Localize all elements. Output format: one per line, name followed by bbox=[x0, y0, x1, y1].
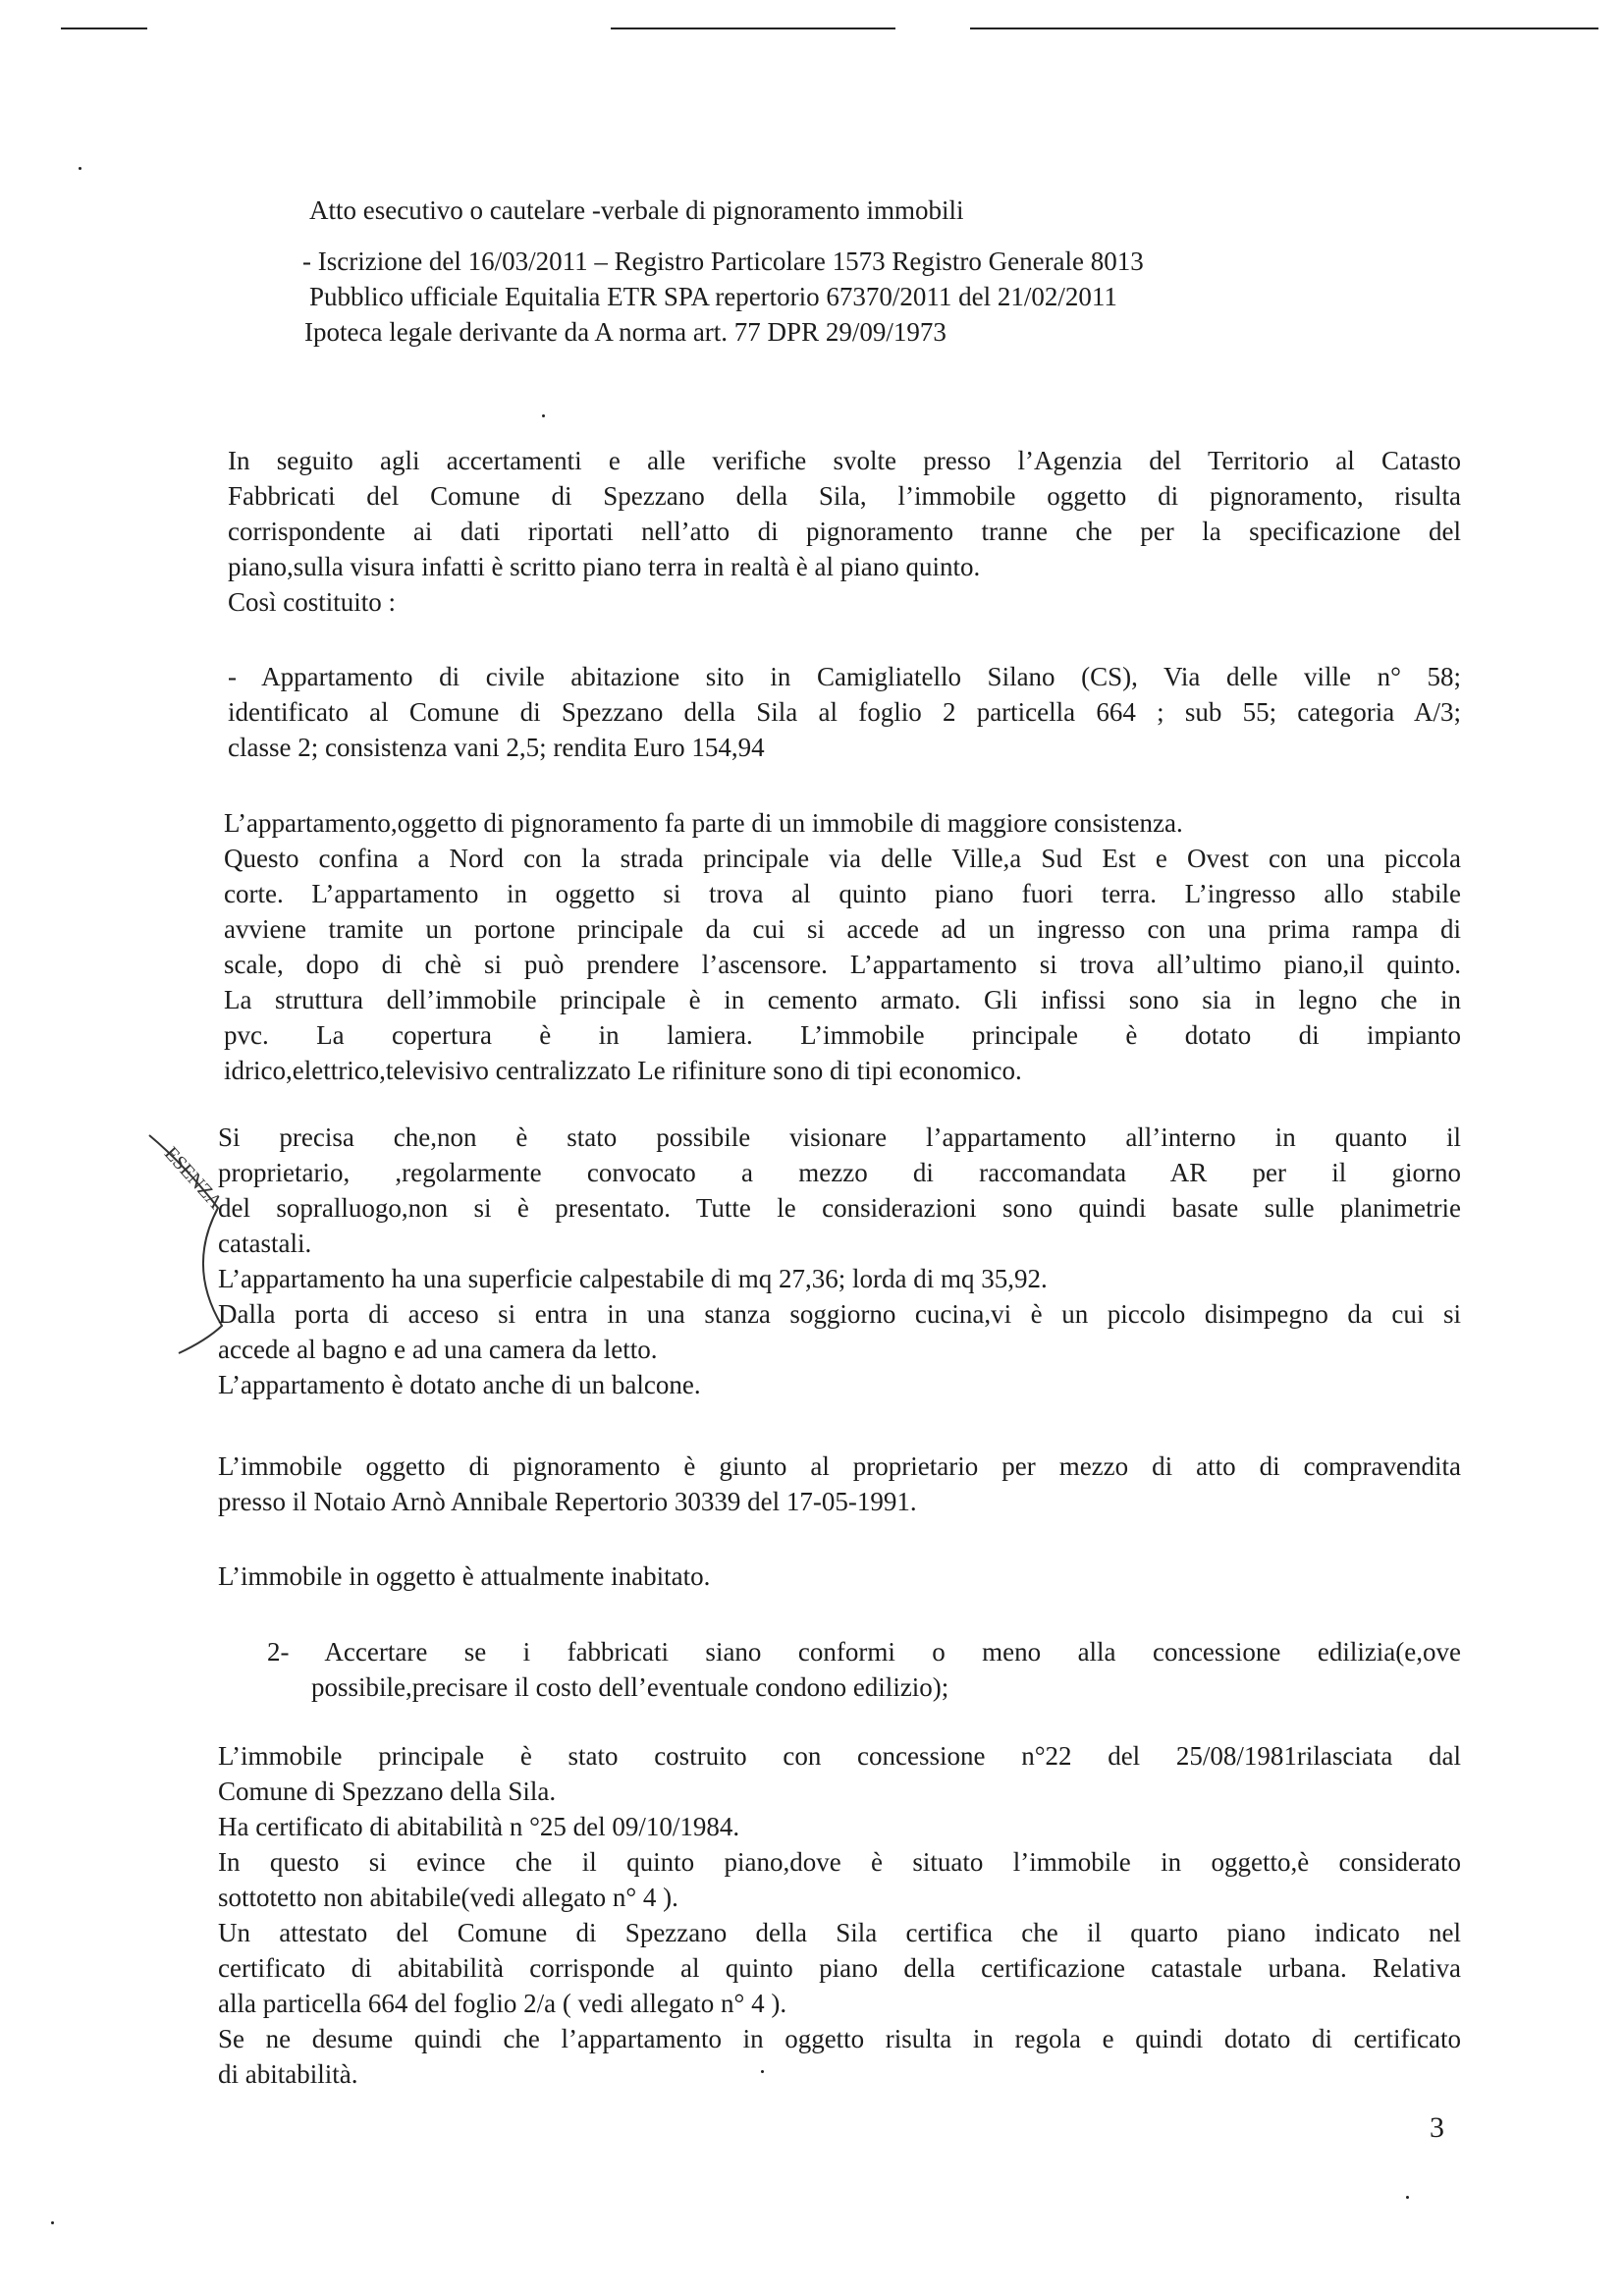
text-line: certificato di abitabilità corrisponde al quinto piano della certificazione catastale urbana. Relativa bbox=[218, 1953, 1461, 1983]
scan-speck bbox=[79, 167, 81, 170]
text-line: avviene tramite un portone principale da cui si accede ad un ingresso con una prima rampa di bbox=[224, 914, 1461, 944]
text-line: - Appartamento di civile abitazione sito in Camigliatello Silano (CS), Via delle ville n° 58; bbox=[228, 662, 1461, 691]
text-line: Se ne desume quindi che l’appartamento in oggetto risulta in regola e quindi dotato di certificato bbox=[218, 2024, 1461, 2053]
paragraph-3 bbox=[224, 805, 1461, 1088]
text-line: Fabbricati del Comune di Spezzano della Sila, l’immobile oggetto di pignoramento, risulta bbox=[228, 481, 1461, 511]
text-line: In questo si evince che il quinto piano,dove è situato l’immobile in oggetto,è considerato bbox=[218, 1847, 1461, 1877]
text-line: corrispondente ai dati riportati nell’atto di pignoramento tranne che per la specificazione del bbox=[228, 517, 1461, 546]
document-header bbox=[302, 192, 1144, 350]
text-line: L’immobile principale è stato costruito con concessione n°22 del 25/08/1981rilasciata dal bbox=[218, 1741, 1461, 1771]
stamp-text: ESENZA bbox=[159, 1142, 227, 1214]
text-line: Un attestato del Comune di Spezzano della Sila certifica che il quarto piano indicato nel bbox=[218, 1918, 1461, 1947]
text-line: Comune di Spezzano della Sila. bbox=[218, 1777, 557, 1806]
text-line: possibile,precisare il costo dell’eventuale condono edilizio); bbox=[311, 1672, 949, 1702]
top-rule-center bbox=[611, 27, 895, 29]
scan-speck bbox=[542, 414, 545, 417]
scan-speck bbox=[1406, 2196, 1409, 2199]
text-line: L’immobile in oggetto è attualmente inabitato. bbox=[218, 1561, 711, 1591]
paragraph-5 bbox=[218, 1449, 1461, 1519]
paragraph-7 bbox=[218, 1738, 1461, 2092]
text-line: piano,sulla visura infatti è scritto piano terra in realtà è al piano quinto. bbox=[228, 552, 981, 581]
text-line: Si precisa che,non è stato possibile visionare l’appartamento all’interno in quanto il bbox=[218, 1122, 1461, 1152]
text-line: 2- Accertare se i fabbricati siano conformi o meno alla concessione edilizia(e,ove bbox=[267, 1637, 1461, 1667]
text-line: del sopralluogo,non si è presentato. Tutte le considerazioni sono quindi basate sulle planimetrie bbox=[218, 1193, 1461, 1223]
text-line: pvc. La copertura è in lamiera. L’immobile principale è dotato di impianto bbox=[224, 1020, 1461, 1050]
text-line: L’appartamento ha una superficie calpestabile di mq 27,36; lorda di mq 35,92. bbox=[218, 1264, 1048, 1293]
text-line: Dalla porta di acceso si entra in una stanza soggiorno cucina,vi è un piccolo disimpegno da cui si bbox=[218, 1299, 1461, 1329]
header-line: - Iscrizione del 16/03/2011 – Registro Particolare 1573 Registro Generale 8013 bbox=[302, 246, 1144, 276]
text-line: classe 2; consistenza vani 2,5; rendita Euro 154,94 bbox=[228, 733, 765, 762]
paragraph-4 bbox=[218, 1120, 1461, 1402]
text-line: Questo confina a Nord con la strada principale via delle Ville,a Sud Est e Ovest con una piccola bbox=[224, 844, 1461, 873]
text-line: scale, dopo di chè si può prendere l’ascensore. L’appartamento si trova all’ultimo piano,il quinto. bbox=[224, 950, 1461, 979]
text-line: idrico,elettrico,televisivo centralizzato Le rifiniture sono di tipi economico. bbox=[224, 1056, 1022, 1085]
scan-speck bbox=[51, 2221, 54, 2224]
list-item-2 bbox=[267, 1634, 1461, 1705]
text-line: Così costituito : bbox=[228, 587, 397, 617]
text-line: Ha certificato di abitabilità n °25 del 09/10/1984. bbox=[218, 1812, 740, 1841]
paragraph-6 bbox=[218, 1558, 710, 1594]
header-title: Atto esecutivo o cautelare -verbale di pignoramento immobili bbox=[309, 195, 964, 225]
text-line: presso il Notaio Arnò Annibale Repertorio 30339 del 17-05-1991. bbox=[218, 1487, 917, 1516]
text-line: sottotetto non abitabile(vedi allegato n° 4 ). bbox=[218, 1883, 678, 1912]
text-line: corte. L’appartamento in oggetto si trova al quinto piano fuori terra. L’ingresso allo stabile bbox=[224, 879, 1461, 908]
top-rule-right bbox=[970, 27, 1598, 29]
text-line: proprietario, ,regolarmente convocato a mezzo di raccomandata AR per il giorno bbox=[218, 1158, 1461, 1187]
paragraph-1 bbox=[228, 443, 1461, 620]
text-line: L’appartamento,oggetto di pignoramento fa parte di un immobile di maggiore consistenza. bbox=[224, 808, 1183, 838]
text-line: alla particella 664 del foglio 2/a ( vedi allegato n° 4 ). bbox=[218, 1989, 787, 2018]
text-line: L’appartamento è dotato anche di un balcone. bbox=[218, 1370, 701, 1399]
text-line: identificato al Comune di Spezzano della Sila al foglio 2 particella 664 ; sub 55; categoria A/3; bbox=[228, 697, 1461, 727]
text-line: di abitabilità. bbox=[218, 2059, 358, 2089]
paragraph-2 bbox=[228, 659, 1461, 765]
text-line: catastali. bbox=[218, 1229, 312, 1258]
top-rule-left bbox=[61, 27, 147, 29]
header-line: Pubblico ufficiale Equitalia ETR SPA repertorio 67370/2011 del 21/02/2011 bbox=[309, 282, 1117, 311]
text-line: L’immobile oggetto di pignoramento è giunto al proprietario per mezzo di atto di compravendita bbox=[218, 1451, 1461, 1481]
text-line: La struttura dell’immobile principale è in cemento armato. Gli infissi sono sia in legno che in bbox=[224, 985, 1461, 1014]
text-line: In seguito agli accertamenti e alle verifiche svolte presso l’Agenzia del Territorio al Catasto bbox=[228, 446, 1461, 475]
page-number: 3 bbox=[1430, 2111, 1444, 2144]
header-line: Ipoteca legale derivante da A norma art. 77 DPR 29/09/1973 bbox=[304, 317, 947, 347]
text-line: accede al bagno e ad una camera da letto. bbox=[218, 1335, 658, 1364]
